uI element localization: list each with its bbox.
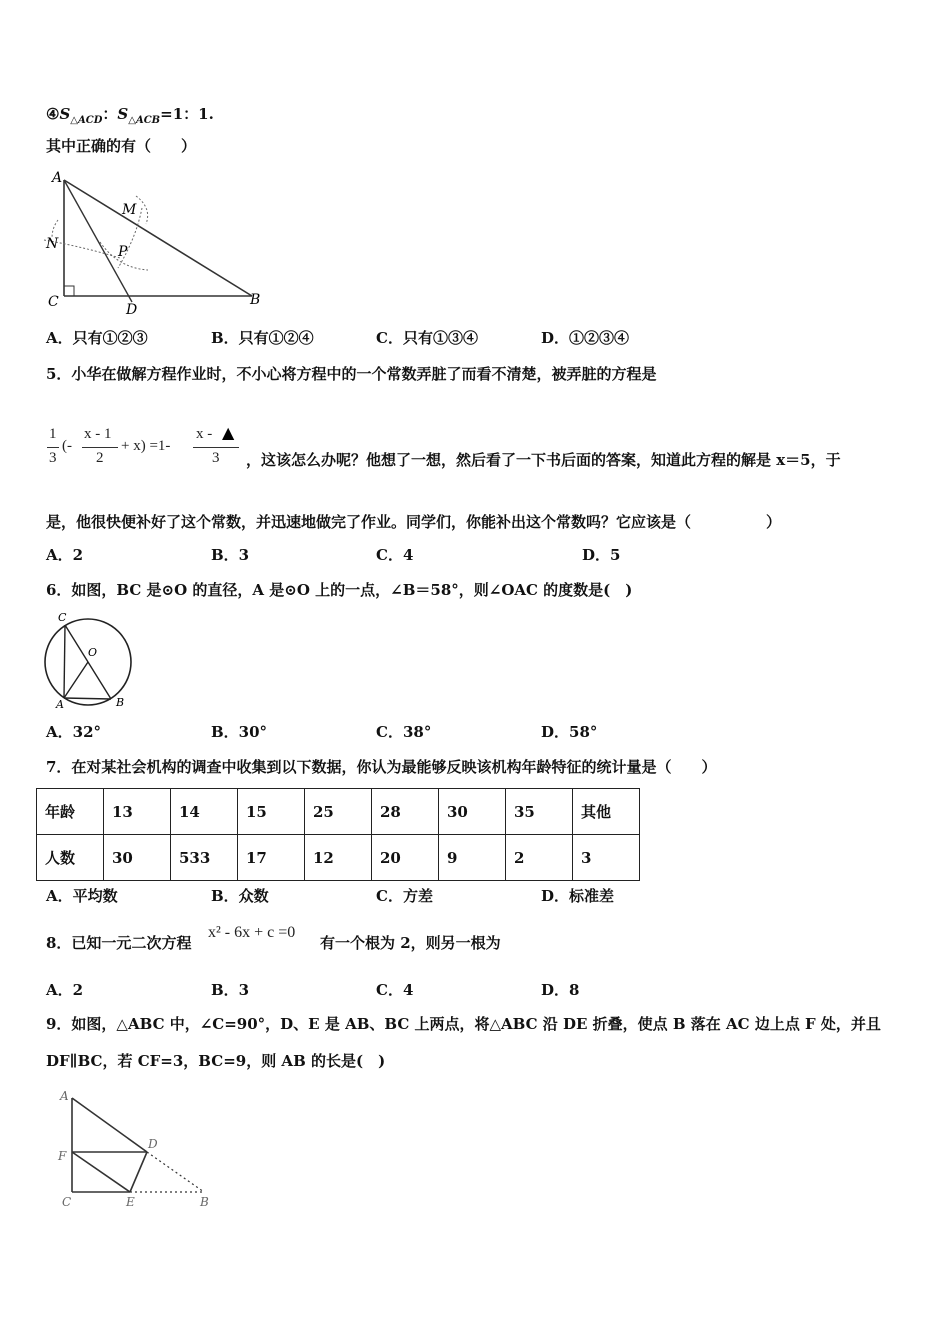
q4-prompt: 其中正确的有（ ） <box>46 137 197 155</box>
q7-age-table <box>36 788 640 881</box>
q7-option-a[interactable]: A．平均数 <box>46 887 118 905</box>
q5-continue-1: ，这该怎么办呢？他想了一想，然后看了一下书后面的答案，知道此方程的解是 x＝5，于 <box>246 451 841 469</box>
q5-option-d[interactable]: D．5 <box>582 546 621 564</box>
q8-stem-after: 有一个根为 2，则另一根为 <box>320 934 501 952</box>
q7-option-c[interactable]: C．方差 <box>376 887 433 905</box>
table-cell: 25 <box>305 789 372 835</box>
q8-equation: x² - 6x + c =0 <box>208 924 296 941</box>
label-D: D <box>148 1137 158 1151</box>
table-row <box>37 835 640 881</box>
table-row <box>37 789 640 835</box>
table-cell: 12 <box>305 835 372 881</box>
label-F: F <box>58 1149 67 1163</box>
table-cell: 28 <box>372 789 439 835</box>
q8-option-a[interactable]: A．2 <box>46 981 84 999</box>
q5-option-a[interactable]: A．2 <box>46 546 84 564</box>
q5-option-c[interactable]: C．4 <box>376 546 414 564</box>
q6-stem: 6．如图，BC 是⊙O 的直径，A 是⊙O 上的一点，∠B＝58°，则∠OAC 的度数是( ) <box>46 581 633 599</box>
q4-option-c[interactable]: C．只有①③④ <box>376 329 478 347</box>
q6-figure <box>38 610 142 710</box>
label-C: C <box>48 294 59 310</box>
label-O: O <box>88 646 98 659</box>
table-cell: 年龄 <box>37 789 104 835</box>
label-C: C <box>58 611 67 624</box>
label-D: D <box>126 302 138 316</box>
q4-option-a[interactable]: A．只有①②③ <box>46 329 148 347</box>
table-cell: 人数 <box>37 835 104 881</box>
q5-option-b[interactable]: B．3 <box>211 546 250 564</box>
q6-option-a[interactable]: A．32° <box>46 723 102 741</box>
q8-stem-before: 8．已知一元二次方程 <box>46 934 192 952</box>
label-N: N <box>46 236 59 252</box>
table-cell: 30 <box>104 835 171 881</box>
q4-option-d[interactable]: D．①②③④ <box>541 329 630 347</box>
label-A: A <box>60 1089 69 1103</box>
table-cell: 14 <box>171 789 238 835</box>
label-M: M <box>122 202 137 218</box>
label-E: E <box>126 1195 135 1209</box>
label-B: B <box>200 1195 209 1209</box>
table-cell: 35 <box>506 789 573 835</box>
label-P: P <box>118 244 128 260</box>
q8-option-b[interactable]: B．3 <box>211 981 250 999</box>
table-cell: 13 <box>104 789 171 835</box>
q7-stem: 7．在对某社会机构的调查中收集到以下数据，你认为最能够反映该机构年龄特征的统计量是（ ） <box>46 758 717 776</box>
label-A: A <box>52 170 63 186</box>
table-cell: 2 <box>506 835 573 881</box>
table-cell: 其他 <box>573 789 640 835</box>
table-cell: 30 <box>439 789 506 835</box>
label-B: B <box>116 696 125 709</box>
label-C: C <box>62 1195 72 1209</box>
q5-stem: 5．小华在做解方程作业时，不小心将方程中的一个常数弄脏了而看不清楚，被弄脏的方程是 <box>46 365 657 383</box>
q5-continue-2: 是，他很快便补好了这个常数，并迅速地做完了作业。同学们，你能补出这个常数吗？它应该是（ ） <box>46 513 782 531</box>
q8-option-c[interactable]: C．4 <box>376 981 414 999</box>
q7-option-b[interactable]: B．众数 <box>211 887 269 905</box>
q8-option-d[interactable]: D．8 <box>541 981 580 999</box>
q4-item4: $④S_{\triangle ACD}$：$S_{\triangle ACB}=1$：1. <box>46 105 214 126</box>
q4-figure <box>40 168 270 316</box>
smudged-constant-triangle: ▲ <box>222 423 235 442</box>
label-A: A <box>56 698 64 710</box>
q7-option-d[interactable]: D．标准差 <box>541 887 615 905</box>
table-cell: 17 <box>238 835 305 881</box>
q6-option-b[interactable]: B．30° <box>211 723 268 741</box>
q9-stem-2: DF∥BC，若 CF=3，BC=9，则 AB 的长是( ) <box>46 1052 386 1070</box>
q9-stem-1: 9．如图，△ABC 中，∠C=90°，D、E 是 AB、BC 上两点，将△ABC 沿 DE 折叠，使点 B 落在 AC 边上点 F 处，并且 <box>46 1015 881 1033</box>
label-B: B <box>250 292 261 308</box>
table-cell: 15 <box>238 789 305 835</box>
q9-figure <box>52 1088 222 1216</box>
table-cell: 3 <box>573 835 640 881</box>
q6-option-c[interactable]: C．38° <box>376 723 432 741</box>
table-cell: 20 <box>372 835 439 881</box>
q4-option-b[interactable]: B．只有①②④ <box>211 329 314 347</box>
q6-option-d[interactable]: D．58° <box>541 723 598 741</box>
table-cell: 533 <box>171 835 238 881</box>
table-cell: 9 <box>439 835 506 881</box>
